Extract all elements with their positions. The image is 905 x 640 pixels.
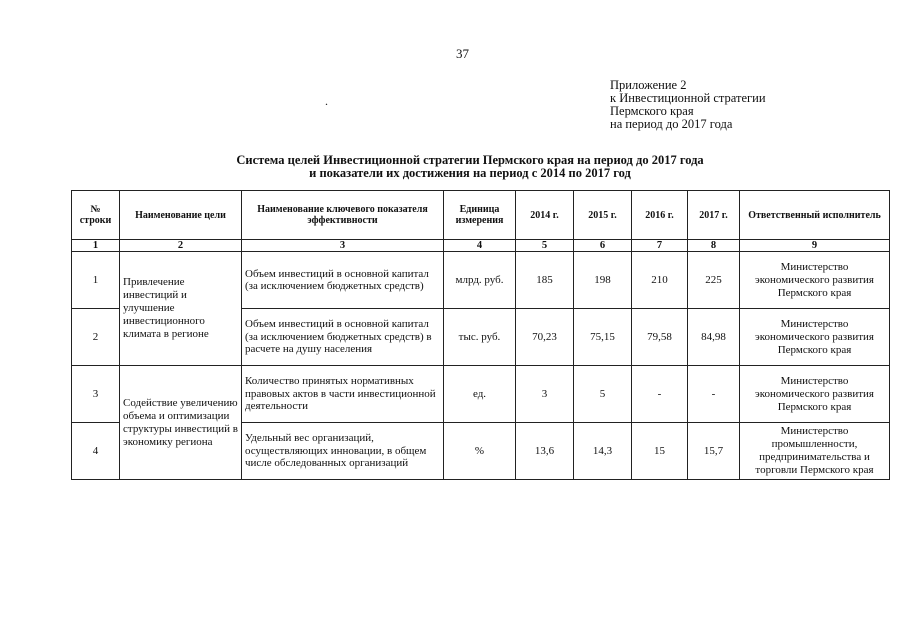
value-2017: -	[688, 366, 740, 423]
indicator-cell: Объем инвестиций в основной капитал (за исключением бюджетных средств)	[242, 252, 444, 309]
col-number: 5	[516, 240, 574, 252]
col-number: 6	[574, 240, 632, 252]
executor-cell: Министерство экономического развития Пермского края	[740, 309, 890, 366]
column-number-row	[72, 240, 890, 252]
header-num: № строки	[72, 191, 120, 240]
executor-cell: Министерство экономического развития Пермского края	[740, 366, 890, 423]
col-number: 3	[242, 240, 444, 252]
value-2015: 75,15	[574, 309, 632, 366]
appendix-line: к Инвестиционной стратегии	[610, 91, 766, 105]
appendix-line: Пермского края	[610, 104, 694, 118]
header-executor: Ответственный исполнитель	[740, 191, 890, 240]
unit-cell: млрд. руб.	[444, 252, 516, 309]
col-number: 4	[444, 240, 516, 252]
indicator-cell: Объем инвестиций в основной капитал (за исключением бюджетных средств) в расчете на душу населения	[242, 309, 444, 366]
value-2017: 15,7	[688, 423, 740, 480]
value-2014: 13,6	[516, 423, 574, 480]
row-num: 1	[72, 252, 120, 309]
appendix-line: на период до 2017 года	[610, 117, 733, 131]
value-2014: 3	[516, 366, 574, 423]
header-2015: 2015 г.	[574, 191, 632, 240]
value-2016: -	[632, 366, 688, 423]
value-2014: 185	[516, 252, 574, 309]
value-2016: 210	[632, 252, 688, 309]
indicator-cell: Удельный вес организаций, осуществляющих инновации, в общем числе обследованных организаций	[242, 423, 444, 480]
header-indicator: Наименование ключевого показателя эффективности	[242, 191, 444, 240]
row-num: 3	[72, 366, 120, 423]
header-row	[72, 191, 890, 240]
executor-cell: Министерство экономического развития Пермского края	[740, 252, 890, 309]
col-number: 9	[740, 240, 890, 252]
header-2014: 2014 г.	[516, 191, 574, 240]
page-number: 37	[456, 46, 469, 61]
value-2016: 79,58	[632, 309, 688, 366]
col-number: 7	[632, 240, 688, 252]
value-2017: 84,98	[688, 309, 740, 366]
row-num: 2	[72, 309, 120, 366]
header-goal: Наименование цели	[120, 191, 242, 240]
header-unit: Единица измерения	[444, 191, 516, 240]
col-number: 8	[688, 240, 740, 252]
table-row	[72, 366, 890, 423]
value-2015: 198	[574, 252, 632, 309]
unit-cell: тыс. руб.	[444, 309, 516, 366]
value-2016: 15	[632, 423, 688, 480]
value-2015: 5	[574, 366, 632, 423]
document-title	[150, 154, 790, 180]
col-number: 1	[72, 240, 120, 252]
goal-cell: Привлечение инвестиций и улучшение инвестиционного климата в регионе	[120, 252, 242, 366]
goals-table	[71, 190, 890, 480]
header-2016: 2016 г.	[632, 191, 688, 240]
row-num: 4	[72, 423, 120, 480]
indicator-cell: Количество принятых нормативных правовых актов в части инвестиционной деятельности	[242, 366, 444, 423]
unit-cell: %	[444, 423, 516, 480]
value-2014: 70,23	[516, 309, 574, 366]
col-number: 2	[120, 240, 242, 252]
title-line: Система целей Инвестиционной стратегии Пермского края на период до 2017 года	[236, 153, 704, 167]
appendix-line: Приложение 2	[610, 78, 687, 92]
executor-cell: Министерство промышленности, предпринимательства и торговли Пермского края	[740, 423, 890, 480]
value-2015: 14,3	[574, 423, 632, 480]
header-2017: 2017 г.	[688, 191, 740, 240]
table-row	[72, 252, 890, 309]
value-2017: 225	[688, 252, 740, 309]
unit-cell: ед.	[444, 366, 516, 423]
goal-cell: Содействие увеличению объема и оптимизации структуры инвестиций в экономику региона	[120, 366, 242, 480]
title-line: и показатели их достижения на период с 2014 по 2017 год	[309, 166, 631, 180]
stray-dot: .	[325, 94, 328, 108]
appendix-block	[610, 79, 766, 131]
